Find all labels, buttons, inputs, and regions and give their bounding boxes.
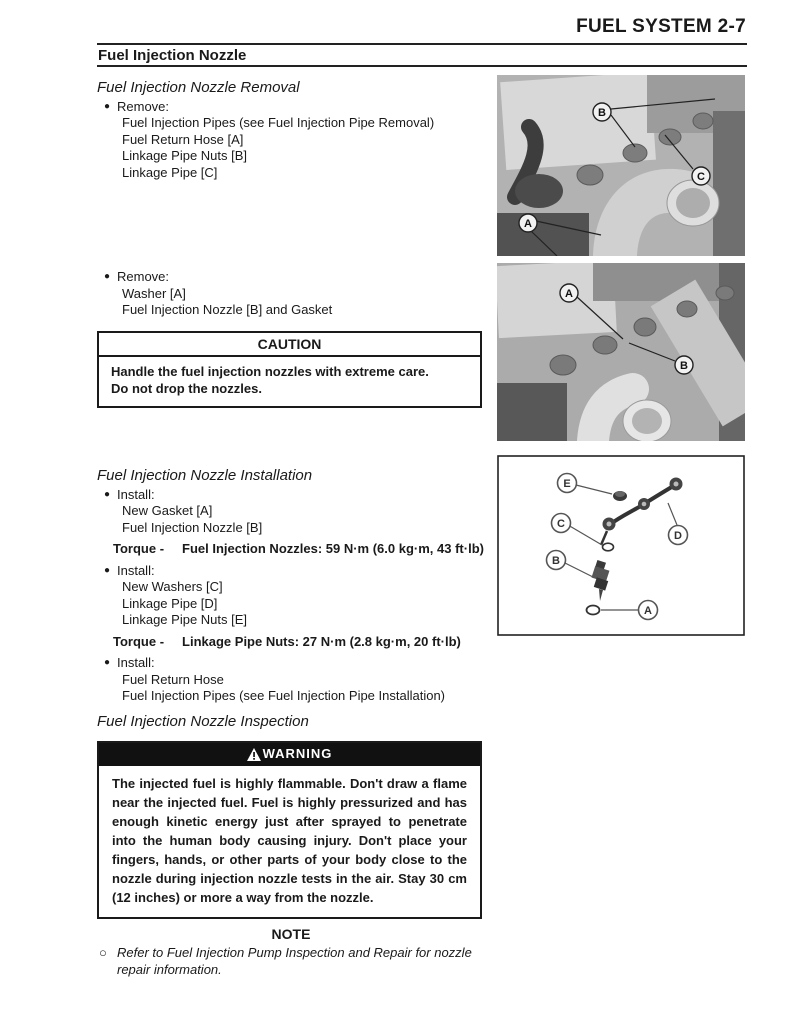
- label-b: B: [598, 107, 606, 119]
- install-step3-label: Install:: [117, 655, 155, 670]
- warning-text: The injected fuel is highly flammable. Don't draw a flame near the injected fuel. Fuel is highly pressurized and has enough kinetic energy just after sprayed to penetrate into the human body causing injury. Don't place your fingers, hands, or other parts of your body close to the nozzle during injection nozzle tests in the air. Stay 30 cm (12 inches) or more a way from the nozzle.: [112, 775, 467, 905]
- install-step2-label: Install:: [117, 562, 155, 578]
- removal-step2-label: Remove:: [117, 269, 170, 284]
- list-item: New Washers [C]: [122, 579, 223, 594]
- list-item: Fuel Return Hose [A]: [122, 131, 244, 147]
- torque-label: Torque -: [113, 541, 165, 556]
- header-rule: [97, 43, 747, 45]
- removal-step1: [97, 99, 485, 116]
- page-header-title: FUEL SYSTEM 2-7: [576, 16, 746, 37]
- torque-value: Fuel Injection Nozzles: 59 N·m (6.0 kg·m, 43 ft·lb): [182, 541, 484, 556]
- list-item: New Gasket [A]: [122, 503, 213, 518]
- install-step3: [97, 655, 485, 672]
- install-step1-label: Install:: [117, 486, 155, 502]
- note-text: Refer to Fuel Injection Pump Inspection and Repair for nozzle repair information.: [117, 945, 472, 977]
- caution-box: [97, 331, 482, 409]
- torque-spec-2: [97, 634, 485, 651]
- removal-step2: [97, 269, 485, 286]
- bullet-icon: ●: [104, 100, 111, 112]
- list-item: Fuel Injection Pipes (see Fuel Injection Pipe Installation): [122, 688, 446, 703]
- label-d: D: [674, 530, 682, 542]
- figure-parts-diagram: [497, 455, 745, 636]
- caution-line: Handle the fuel injection nozzles with extreme care.: [111, 364, 429, 379]
- caution-text: [99, 357, 480, 406]
- parts-diagram: [497, 455, 745, 636]
- figure-photo-nozzle: [497, 263, 745, 441]
- warning-header: [99, 743, 480, 766]
- label-e: E: [563, 478, 571, 490]
- inspection-heading: Fuel Injection Nozzle Inspection: [97, 712, 309, 730]
- label-a: A: [524, 218, 532, 230]
- list-item: Fuel Injection Pipes (see Fuel Injection Pipe Removal): [122, 115, 435, 130]
- torque-spec-1: [97, 541, 485, 558]
- warning-title: WARNING: [262, 746, 333, 761]
- engine-photo-1: [497, 75, 745, 256]
- label-b: B: [552, 555, 560, 567]
- note-bullet-icon: ○: [99, 945, 107, 960]
- torque-value: Linkage Pipe Nuts: 27 N·m (2.8 kg·m, 20 ft·lb): [182, 633, 461, 649]
- caution-line: Do not drop the nozzles.: [111, 380, 262, 396]
- figure-photo-removal: [497, 75, 745, 256]
- installation-heading: Fuel Injection Nozzle Installation: [97, 467, 313, 484]
- list-item: Linkage Pipe Nuts [B]: [122, 148, 248, 163]
- text-column: [97, 80, 485, 978]
- list-item: Fuel Return Hose: [122, 671, 224, 687]
- warning-box: [97, 741, 482, 919]
- label-c: C: [557, 518, 565, 530]
- list-item: Fuel Injection Nozzle [B]: [122, 519, 263, 535]
- spacer: [97, 732, 485, 737]
- bullet-icon: ●: [104, 657, 111, 668]
- list-item: Linkage Pipe [C]: [122, 164, 218, 180]
- engine-photo-2: [497, 263, 745, 441]
- caution-title: CAUTION: [99, 333, 480, 358]
- bullet-icon: ●: [104, 564, 111, 576]
- label-a: A: [644, 605, 652, 617]
- bullet-icon: ●: [104, 488, 111, 500]
- spacer: [97, 181, 485, 269]
- spacer: [97, 408, 485, 468]
- list-item: Fuel Injection Nozzle [B] and Gasket: [122, 302, 333, 317]
- section-title: Fuel Injection Nozzle: [98, 47, 247, 64]
- removal-heading: Fuel Injection Nozzle Removal: [97, 79, 300, 96]
- label-b: B: [680, 360, 688, 372]
- warning-icon: [247, 748, 261, 761]
- note-item: [97, 945, 485, 978]
- list-item: Washer [A]: [122, 285, 186, 301]
- install-step2: [97, 563, 485, 580]
- section-rule: [97, 65, 747, 67]
- label-c: C: [697, 171, 705, 183]
- label-a: A: [565, 288, 573, 300]
- removal-step1-label: Remove:: [117, 98, 170, 114]
- torque-label: Torque -: [113, 633, 165, 649]
- list-item: Linkage Pipe Nuts [E]: [122, 612, 248, 627]
- bullet-icon: ●: [104, 271, 111, 282]
- install-step1: [97, 487, 485, 504]
- note-title: NOTE: [271, 925, 311, 942]
- list-item: Linkage Pipe [D]: [122, 595, 218, 611]
